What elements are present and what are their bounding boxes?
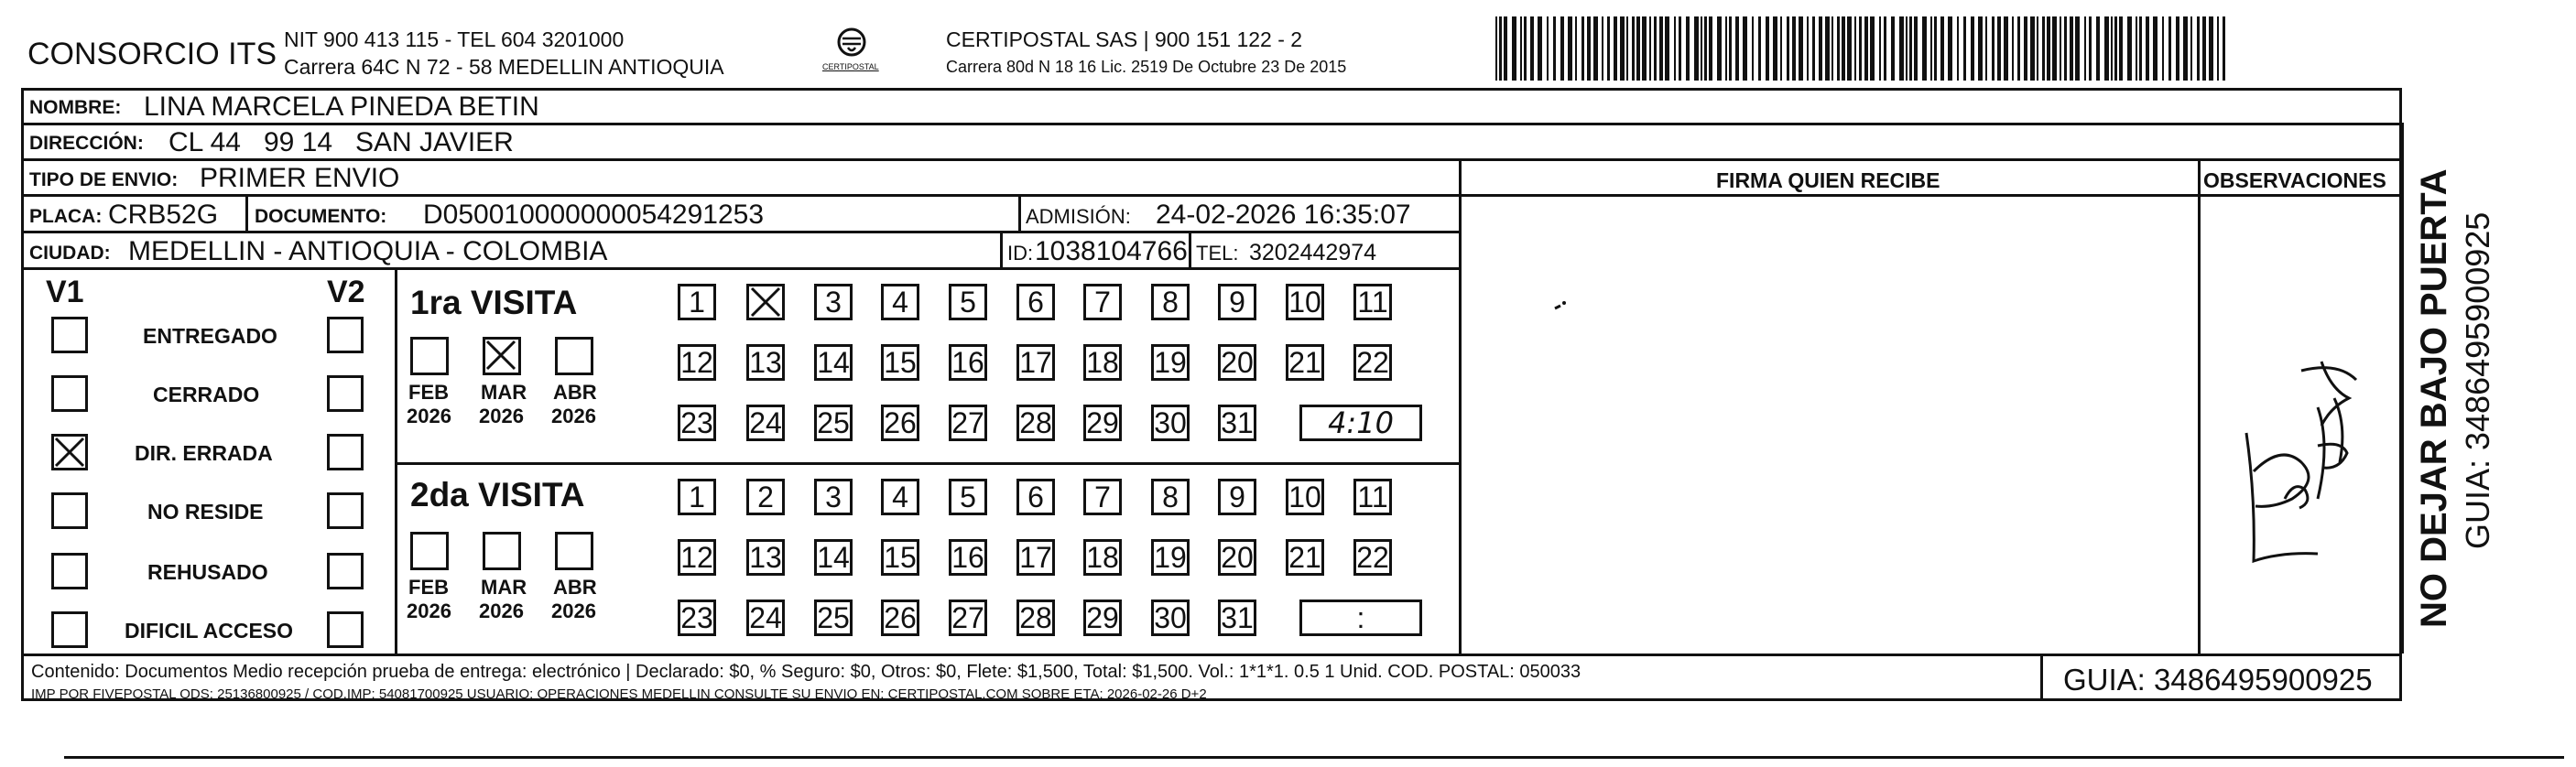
type-label: TIPO DE ENVIO:: [29, 169, 179, 190]
barcode-bar: [1837, 16, 1840, 81]
v1-checkbox[interactable]: [51, 317, 88, 353]
barcode-bar: [1914, 16, 1918, 81]
barcode-bar: [1985, 16, 1987, 81]
courier-line-1: CERTIPOSTAL SAS | 900 151 122 - 2: [946, 27, 1303, 51]
month-checkbox[interactable]: [483, 337, 521, 375]
day-box[interactable]: 30: [1151, 405, 1190, 441]
day-box[interactable]: 8: [1151, 284, 1190, 320]
day-box[interactable]: 16: [949, 539, 987, 576]
barcode-bar: [1906, 16, 1908, 81]
admission-label: ADMISIÓN:: [1026, 205, 1131, 228]
barcode-bar: [2119, 16, 2123, 81]
barcode-bar: [1725, 16, 1727, 81]
v2-checkbox[interactable]: [327, 317, 364, 353]
day-box[interactable]: 21: [1286, 344, 1324, 381]
status-option-label: ENTREGADO: [143, 324, 277, 348]
day-box[interactable]: 25: [814, 600, 853, 636]
v1-checkbox[interactable]: [51, 492, 88, 529]
barcode-bar: [2136, 16, 2137, 81]
day-box[interactable]: 9: [1218, 284, 1256, 320]
day-box[interactable]: 29: [1083, 600, 1122, 636]
document-label: DOCUMENTO:: [255, 206, 387, 227]
day-box[interactable]: 25: [814, 405, 853, 441]
day-box[interactable]: 4: [881, 284, 919, 320]
id-label: ID:: [1007, 242, 1034, 265]
barcode-bar: [1495, 16, 1497, 81]
document-value: D050010000000054291253: [423, 200, 765, 230]
day-box[interactable]: 7: [1083, 479, 1122, 515]
year-label: 2026: [407, 405, 451, 427]
day-box[interactable]: 20: [1218, 539, 1256, 576]
v2-checkbox[interactable]: [327, 553, 364, 589]
barcode-bar: [1620, 16, 1625, 81]
barcode-bar: [1602, 16, 1603, 81]
barcode-bar: [1547, 16, 1549, 81]
x-mark-icon: [750, 286, 781, 318]
month-label: ABR: [553, 381, 597, 404]
v1-checkbox[interactable]: [51, 611, 88, 648]
status-option-label: DIR. ERRADA: [135, 441, 273, 465]
barcode-bar: [1963, 16, 1966, 81]
day-box[interactable]: 31: [1218, 600, 1256, 636]
month-checkbox[interactable]: [483, 532, 521, 570]
day-box[interactable]: 6: [1016, 284, 1055, 320]
v1-checkbox[interactable]: [51, 375, 88, 412]
day-box[interactable]: 11: [1353, 284, 1392, 320]
barcode-bar: [1581, 16, 1584, 81]
signature-header: FIRMA QUIEN RECIBE: [1716, 168, 1940, 192]
barcode-bar: [1659, 16, 1663, 81]
time-box[interactable]: :: [1299, 600, 1422, 636]
status-option-label: NO RESIDE: [147, 500, 264, 524]
barcode-bar: [2209, 16, 2213, 81]
barcode-bar: [2064, 16, 2067, 81]
barcode-bar: [1649, 16, 1651, 81]
admission-value: 24-02-2026 16:35:07: [1156, 200, 1411, 230]
day-box[interactable]: 18: [1083, 344, 1122, 381]
barcode-bar: [1766, 16, 1769, 81]
v2-checkbox[interactable]: [327, 434, 364, 470]
day-box[interactable]: 29: [1083, 405, 1122, 441]
barcode-bar: [1934, 16, 1937, 81]
day-box[interactable]: 15: [881, 539, 919, 576]
barcode-bar: [1538, 16, 1542, 81]
barcode-bar: [2052, 16, 2057, 81]
barcode-bar: [1891, 16, 1895, 81]
barcode-bar: [1854, 16, 1856, 81]
tel-label: TEL:: [1196, 242, 1239, 265]
barcode-bar: [2004, 16, 2008, 81]
barcode-bar: [1997, 16, 2001, 81]
day-box[interactable]: 10: [1286, 284, 1324, 320]
barcode-bar: [1636, 16, 1640, 81]
barcode-bar: [1957, 16, 1959, 81]
barcode-bar: [1717, 16, 1722, 81]
month-label: MAR: [481, 576, 527, 599]
barcode-bar: [2153, 16, 2158, 81]
year-label: 2026: [551, 405, 596, 427]
status-option-label: DIFICIL ACCESO: [125, 619, 294, 643]
barcode-bar: [2190, 16, 2192, 81]
barcode-bar: [1922, 16, 1927, 81]
barcode-bar: [1752, 16, 1754, 81]
barcode-bar: [1530, 16, 1534, 81]
day-box[interactable]: 12: [678, 539, 716, 576]
day-box[interactable]: 12: [678, 344, 716, 381]
month-checkbox[interactable]: [410, 532, 449, 570]
day-box[interactable]: 2: [746, 479, 785, 515]
day-box[interactable]: 19: [1151, 539, 1190, 576]
barcode-bar: [1819, 16, 1822, 81]
barcode-bar: [1512, 16, 1516, 81]
signature-field[interactable]: [1462, 197, 2198, 654]
barcode-bar: [2030, 16, 2035, 81]
day-box[interactable]: 14: [814, 344, 853, 381]
barcode-bar: [1825, 16, 1830, 81]
barcode-bar: [1709, 16, 1712, 81]
year-label: 2026: [479, 600, 524, 622]
day-box[interactable]: 22: [1353, 539, 1392, 576]
month-checkbox[interactable]: [555, 532, 593, 570]
barcode-bar: [2012, 16, 2014, 81]
barcode-bar: [1701, 16, 1702, 81]
day-box[interactable]: 26: [881, 600, 919, 636]
barcode-bar: [1520, 16, 1522, 81]
handwritten-signature: [2201, 197, 2401, 654]
barcode-bar: [1654, 16, 1657, 81]
barcode-bar: [2162, 16, 2164, 81]
barcode-bar: [2089, 16, 2092, 81]
barcode-bar: [2202, 16, 2206, 81]
shipment-type: PRIMER ENVIO: [200, 163, 400, 193]
barcode-bar: [1859, 16, 1862, 81]
barcode-bar: [2111, 16, 2113, 81]
barcode-bar: [1812, 16, 1815, 81]
barcode-bar: [2096, 16, 2100, 81]
barcode-bar: [2139, 16, 2142, 81]
company-line-2: Carrera 64C N 72 - 58 MEDELLIN ANTIOQUIA: [284, 55, 724, 79]
day-box[interactable]: 15: [881, 344, 919, 381]
logo-text: CERTIPOSTAL: [822, 62, 879, 71]
barcode-bar: [1504, 16, 1507, 81]
day-box[interactable]: 23: [678, 600, 716, 636]
stray-mark-icon: [1462, 197, 2198, 654]
month-label: ABR: [553, 576, 597, 599]
month-label: FEB: [408, 381, 449, 404]
barcode-bar: [1694, 16, 1699, 81]
v2-label: V2: [327, 275, 365, 309]
barcode-bar: [1614, 16, 1617, 81]
v1-checkbox[interactable]: [51, 434, 88, 470]
barcode-bar: [1524, 16, 1527, 81]
footer-imp: IMP POR FIVEPOSTAL ODS: 25136800925 / COD.IMP: 54081700925 USUARIO: OPERACIONES MEDELLIN CONSULTE SU ENVIO EN: CERTIPOSTAL.COM SOBRE ETA: 2026-02-26 D+2: [31, 686, 1207, 702]
v2-checkbox[interactable]: [327, 492, 364, 529]
day-box[interactable]: 31: [1218, 405, 1256, 441]
day-box[interactable]: 10: [1286, 479, 1324, 515]
barcode-bar: [2217, 16, 2219, 81]
barcode-bar: [1632, 16, 1635, 81]
day-box[interactable]: 20: [1218, 344, 1256, 381]
day-box[interactable]: 18: [1083, 539, 1122, 576]
barcode-bar: [1773, 16, 1777, 81]
observations-header: OBSERVACIONES: [2203, 168, 2386, 192]
day-box[interactable]: 5: [949, 284, 987, 320]
status-option-label: REHUSADO: [147, 560, 268, 584]
signature-icon: [2201, 197, 2401, 654]
time-box[interactable]: 4:10: [1299, 405, 1422, 441]
day-box[interactable]: 17: [1016, 344, 1055, 381]
barcode-bar: [2197, 16, 2200, 81]
barcode-bar: [1735, 16, 1739, 81]
courier-line-2: Carrera 80d N 18 16 Lic. 2519 De Octubre 23 De 2015: [946, 58, 1347, 76]
city-value: MEDELLIN - ANTIOQUIA - COLOMBIA: [128, 236, 608, 266]
day-box[interactable]: 11: [1353, 479, 1392, 515]
barcode-bar: [1499, 16, 1502, 81]
barcode-bar: [1642, 16, 1647, 81]
barcode-bar: [1899, 16, 1904, 81]
day-box[interactable]: [746, 284, 785, 320]
barcode-bar: [1992, 16, 1994, 81]
day-box[interactable]: 27: [949, 405, 987, 441]
day-box[interactable]: 19: [1151, 344, 1190, 381]
address-label: DIRECCIÓN:: [29, 133, 144, 154]
barcode-bar: [1879, 16, 1881, 81]
id-value: 1038104766: [1035, 236, 1188, 266]
barcode-bar: [1704, 16, 1707, 81]
barcode-bar: [1626, 16, 1628, 81]
day-box[interactable]: 28: [1016, 405, 1055, 441]
barcode-bar: [1971, 16, 1974, 81]
barcode-bar: [1831, 16, 1833, 81]
barcode-bar: [1978, 16, 1983, 81]
barcode-bar: [1792, 16, 1796, 81]
barcode-bar: [2168, 16, 2171, 81]
day-box[interactable]: 22: [1353, 344, 1392, 381]
barcode-bar: [2060, 16, 2061, 81]
day-box[interactable]: 24: [746, 405, 785, 441]
barcode-bar: [2114, 16, 2117, 81]
barcode-bar: [2047, 16, 2050, 81]
day-box[interactable]: 8: [1151, 479, 1190, 515]
barcode-bar: [2070, 16, 2073, 81]
day-box[interactable]: 3: [814, 479, 853, 515]
day-box[interactable]: 13: [746, 539, 785, 576]
month-label: MAR: [481, 381, 527, 404]
barcode-bar: [1930, 16, 1932, 81]
recipient-address: CL 44 99 14 SAN JAVIER: [168, 127, 514, 157]
barcode-bar: [1593, 16, 1598, 81]
barcode-bar: [1884, 16, 1886, 81]
day-box[interactable]: 5: [949, 479, 987, 515]
tel-value: 3202442974: [1249, 240, 1377, 265]
barcode-bar: [2176, 16, 2179, 81]
day-box[interactable]: 17: [1016, 539, 1055, 576]
barcode-bar: [2037, 16, 2038, 81]
year-label: 2026: [551, 600, 596, 622]
certipostal-logo: [806, 26, 897, 77]
barcode-bar: [1758, 16, 1761, 81]
barcode-graphic: [1495, 16, 2228, 81]
day-box[interactable]: 1: [678, 479, 716, 515]
barcode-bar: [1743, 16, 1747, 81]
side-guia: GUIA: 3486495900925: [2459, 211, 2496, 549]
barcode-bar: [1780, 16, 1782, 81]
day-box[interactable]: 13: [746, 344, 785, 381]
day-box[interactable]: 3: [814, 284, 853, 320]
day-box[interactable]: 1: [678, 284, 716, 320]
day-box[interactable]: 14: [814, 539, 853, 576]
barcode-bar: [1575, 16, 1577, 81]
footer-content: Contenido: Documentos Medio recepción prueba de entrega: electrónico | Declarado: $0, % Seguro: $0, Otros: $0, Flete: $1,500, Total: $1,500. Vol.: 1*1*1. 0.5 1 Unid. COD. POSTAL: 050033: [31, 662, 1581, 682]
status-option-label: CERRADO: [153, 383, 260, 406]
day-box[interactable]: 24: [746, 600, 785, 636]
day-box[interactable]: 6: [1016, 479, 1055, 515]
barcode-bar: [2223, 16, 2225, 81]
barcode-bar: [2104, 16, 2109, 81]
barcode-bar: [1568, 16, 1572, 81]
v2-checkbox[interactable]: [327, 375, 364, 412]
barcode-bar: [2017, 16, 2020, 81]
x-mark-icon: [485, 340, 516, 371]
year-label: 2026: [407, 600, 451, 622]
barcode-bar: [2127, 16, 2132, 81]
barcode-bar: [1679, 16, 1681, 81]
footer-guia: GUIA: 3486495900925: [2063, 663, 2373, 697]
barcode-bar: [1940, 16, 1944, 81]
v2-checkbox[interactable]: [327, 611, 364, 648]
day-box[interactable]: 28: [1016, 600, 1055, 636]
barcode-bar: [1948, 16, 1952, 81]
day-box[interactable]: 16: [949, 344, 987, 381]
day-box[interactable]: 4: [881, 479, 919, 515]
barcode-bar: [1842, 16, 1845, 81]
v1-checkbox[interactable]: [51, 553, 88, 589]
day-box[interactable]: 23: [678, 405, 716, 441]
month-checkbox[interactable]: [410, 337, 449, 375]
barcode-bar: [1553, 16, 1556, 81]
barcode-bar: [1587, 16, 1591, 81]
barcode-bar: [1686, 16, 1690, 81]
day-box[interactable]: 30: [1151, 600, 1190, 636]
side-warning: NO DEJAR BAJO PUERTA: [2414, 168, 2454, 628]
barcode-bar: [2042, 16, 2045, 81]
visit2-title: 2da VISITA: [410, 476, 585, 513]
plate-value: CRB52G: [108, 200, 219, 230]
barcode-bar: [1864, 16, 1868, 81]
v1-label: V1: [46, 275, 84, 309]
bottom-edge: [64, 756, 2564, 759]
month-label: FEB: [408, 576, 449, 599]
day-box[interactable]: 7: [1083, 284, 1122, 320]
barcode-icon: [1495, 16, 2228, 81]
barcode-bar: [2084, 16, 2086, 81]
barcode-bar: [1787, 16, 1789, 81]
day-box[interactable]: 26: [881, 405, 919, 441]
barcode-bar: [1560, 16, 1564, 81]
month-checkbox[interactable]: [555, 337, 593, 375]
day-box[interactable]: 9: [1218, 479, 1256, 515]
day-box[interactable]: 21: [1286, 539, 1324, 576]
barcode-bar: [1665, 16, 1669, 81]
barcode-bar: [1799, 16, 1803, 81]
barcode-bar: [2075, 16, 2080, 81]
barcode-bar: [1807, 16, 1809, 81]
company-line-1: NIT 900 413 115 - TEL 604 3201000: [284, 27, 625, 51]
barcode-bar: [2024, 16, 2027, 81]
barcode-bar: [1674, 16, 1676, 81]
company-name: CONSORCIO ITS: [27, 37, 277, 71]
x-mark-icon: [54, 437, 85, 468]
recipient-name: LINA MARCELA PINEDA BETIN: [144, 92, 539, 122]
barcode-bar: [2146, 16, 2149, 81]
barcode-bar: [1729, 16, 1732, 81]
city-label: CIUDAD:: [29, 243, 111, 264]
day-box[interactable]: 27: [949, 600, 987, 636]
barcode-bar: [1847, 16, 1852, 81]
barcode-bar: [2183, 16, 2188, 81]
barcode-bar: [1607, 16, 1610, 81]
year-label: 2026: [479, 405, 524, 427]
name-label: NOMBRE:: [29, 97, 122, 118]
barcode-bar: [1870, 16, 1875, 81]
barcode-bar: [1909, 16, 1912, 81]
visit1-title: 1ra VISITA: [410, 284, 578, 321]
plate-label: PLACA:: [29, 206, 103, 227]
